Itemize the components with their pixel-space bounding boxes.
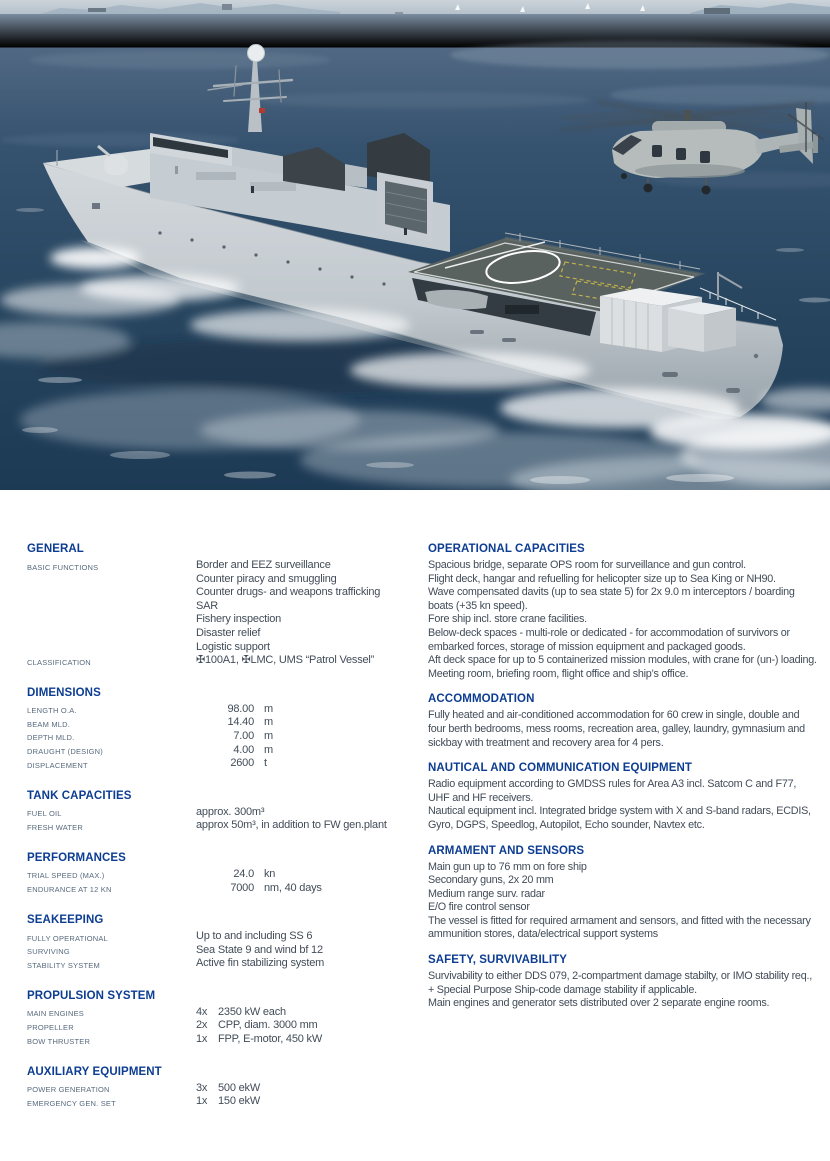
spec-row xyxy=(27,757,401,771)
anchor-recess xyxy=(92,203,100,209)
spec-label: POWER GENERATION xyxy=(27,1085,110,1095)
spec-label: FRESH WATER xyxy=(27,822,83,832)
spec-unit: m xyxy=(264,743,273,756)
spec-number: 7000 xyxy=(230,881,254,894)
spec-value xyxy=(196,1033,322,1047)
section-title-dimensions: DIMENSIONS xyxy=(27,686,101,699)
paragraph: Fore ship incl. store crane facilities. xyxy=(428,613,587,626)
spec-value xyxy=(196,744,273,758)
paragraph: Wave compensated davits (up to sea state 5) for 2x 9.0 m interceptors / boarding boats (+35 kn speed). xyxy=(428,586,795,612)
spec-label: MAIN ENGINES xyxy=(27,1009,84,1019)
spec-quantity: 4x xyxy=(196,1005,208,1018)
spec-unit: m xyxy=(264,702,273,715)
section-title-seakeeping: SEAKEEPING xyxy=(27,914,104,927)
paragraph: Secondary guns, 2x 20 mm xyxy=(428,874,554,887)
spec-sheet xyxy=(0,490,830,1128)
label-classification: CLASSIFICATION xyxy=(27,657,91,667)
spec-quantity: 1x xyxy=(196,1033,208,1046)
spec-label: EMERGENCY GEN. SET xyxy=(27,1098,116,1108)
spec-row xyxy=(27,957,401,971)
basic-function-item: Border and EEZ surveillance xyxy=(196,559,331,571)
paragraph: Radio equipment according to GMDSS rules for Area A3 incl. Satcom C and F77, UHF and HF receivers. xyxy=(428,778,797,804)
spec-label: FUEL OIL xyxy=(27,809,62,819)
spec-unit: kn xyxy=(264,867,276,880)
section-general xyxy=(27,543,401,668)
spec-row xyxy=(27,730,401,744)
crew-figure xyxy=(251,186,254,193)
section-accommodation xyxy=(428,693,817,750)
section-title-tank-capacities: TANK CAPACITIES xyxy=(27,789,132,802)
spec-value: Up to and including SS 6 xyxy=(196,930,313,943)
spec-text: 150 ekW xyxy=(218,1095,261,1108)
spec-value: approx 50m³, in addition to FW gen.plant xyxy=(196,819,387,832)
spec-value: Sea State 9 and wind bf 12 xyxy=(196,943,323,956)
tail-endplate xyxy=(813,134,818,153)
spec-label: ENDURANCE AT 12 KN xyxy=(27,885,112,894)
basic-function-item: Fishery inspection xyxy=(196,613,282,626)
section-title-general: GENERAL xyxy=(27,543,84,555)
fuselage-belly xyxy=(635,164,745,178)
spec-label: DRAUGHT (DESIGN) xyxy=(27,747,103,757)
section-title-nautical-communication: NAUTICAL AND COMMUNICATION EQUIPMENT xyxy=(428,762,693,775)
spec-row xyxy=(27,930,401,944)
section-safety-survivability xyxy=(428,954,817,1011)
spec-unit: m xyxy=(264,729,273,742)
spec-row xyxy=(27,1006,401,1020)
spec-label: PROPELLER xyxy=(27,1022,74,1032)
section-dimensions xyxy=(27,687,401,771)
paragraph: Flight deck, hangar and refuelling for helicopter size up to Sea King or NH90. xyxy=(428,572,776,585)
section-propulsion xyxy=(27,990,401,1047)
spec-label: LENGTH O.A. xyxy=(27,706,77,716)
spec-number: 14.40 xyxy=(227,716,254,729)
paragraph: Below-deck spaces - multi-role or dedicated - for accommodation of survivors or embarked forces, storage of mission equipment and packaged goods. xyxy=(428,626,790,653)
spec-value xyxy=(196,1006,286,1020)
spec-row xyxy=(27,1033,401,1047)
paragraph: E/O fire control sensor xyxy=(428,901,530,914)
spec-text: FPP, E-motor, 450 kW xyxy=(218,1033,323,1046)
spec-text: CPP, diam. 3000 mm xyxy=(218,1019,318,1032)
spec-unit: nm, 40 days xyxy=(264,881,322,894)
spec-value xyxy=(196,730,273,744)
basic-functions-list xyxy=(196,559,380,654)
spec-value: approx. 300m³ xyxy=(196,805,265,818)
spec-value xyxy=(196,1082,260,1096)
section-title-accommodation: ACCOMMODATION xyxy=(428,693,535,706)
spec-label: TRIAL SPEED (MAX.) xyxy=(27,871,105,881)
spec-row xyxy=(27,868,401,882)
spec-row xyxy=(27,1082,401,1096)
spec-row xyxy=(27,744,401,758)
spec-row xyxy=(27,806,401,820)
section-armament-sensors xyxy=(428,845,817,943)
spec-label: FULLY OPERATIONAL xyxy=(27,933,108,943)
spec-text: 500 ekW xyxy=(218,1081,261,1094)
section-operational-capacities xyxy=(428,543,817,681)
spec-row xyxy=(27,1095,401,1109)
hero-image-patrol-vessel xyxy=(0,0,830,490)
spec-row xyxy=(27,819,401,833)
section-seakeeping xyxy=(27,914,401,971)
spec-quantity: 2x xyxy=(196,1019,208,1032)
section-title-auxiliary: AUXILIARY EQUIPMENT xyxy=(27,1065,162,1078)
spec-label: BEAM MLD. xyxy=(27,719,71,729)
section-title-performances: PERFORMANCES xyxy=(27,851,126,864)
spec-number: 2600 xyxy=(230,757,254,770)
paragraph: Nautical equipment incl. Integrated bridge system with X and S-band radars, ECDIS, Gyro, DGPS, Speedlog, Autopilot, Echo sounder, Navtex etc. xyxy=(428,805,811,831)
paragraph: Fully heated and air-conditioned accommodation for 60 crew in single, double and four berth bedrooms, mess rooms, recreation area, galley, laundry, gymnasium and sickbay with treatment and recovery area for 4 pers. xyxy=(428,709,805,749)
section-title-safety-survivability: SAFETY, SURVIVABILITY xyxy=(428,954,568,967)
spec-row xyxy=(27,882,401,896)
basic-function-item: Logistic support xyxy=(196,640,270,653)
section-title-propulsion: PROPULSION SYSTEM xyxy=(27,989,156,1002)
spec-value xyxy=(196,1095,260,1109)
spec-row xyxy=(27,716,401,730)
section-title-armament-sensors: ARMAMENT AND SENSORS xyxy=(428,844,585,857)
spec-label: DISPLACEMENT xyxy=(27,760,88,770)
spec-value xyxy=(196,757,267,771)
section-performances xyxy=(27,852,401,895)
spec-value: Active fin stabilizing system xyxy=(196,957,325,970)
spec-value xyxy=(196,868,275,882)
spec-row xyxy=(27,1019,401,1033)
paragraph: Aft deck space for up to 5 containerized mission modules, with crane for (un-) loading. xyxy=(428,654,817,667)
classification-value: ✠100A1, ✠LMC, UMS “Patrol Vessel” xyxy=(196,654,375,667)
spec-value xyxy=(196,1019,318,1033)
spec-row xyxy=(27,703,401,717)
spec-label: STABILITY SYSTEM xyxy=(27,960,100,970)
spec-number: 4.00 xyxy=(233,743,254,756)
spec-label: BOW THRUSTER xyxy=(27,1036,91,1046)
section-auxiliary xyxy=(27,1066,401,1109)
paragraph: Spacious bridge, separate OPS room for surveillance and gun control. xyxy=(428,559,746,571)
basic-function-item: SAR xyxy=(196,599,219,612)
spec-number: 24.0 xyxy=(233,867,254,880)
spec-right-column xyxy=(428,543,817,1128)
section-tank-capacities xyxy=(27,790,401,833)
spec-text: 2350 kW each xyxy=(218,1005,286,1018)
spec-label: DEPTH MLD. xyxy=(27,733,75,743)
paragraph: Main gun up to 76 mm on fore ship xyxy=(428,860,587,873)
spec-left-column xyxy=(27,543,401,1128)
label-basic-functions: BASIC FUNCTIONS xyxy=(27,562,99,572)
basic-function-item: Disaster relief xyxy=(196,626,261,639)
spec-number: 7.00 xyxy=(233,729,254,742)
mast-flag xyxy=(259,108,265,113)
spec-value xyxy=(196,703,273,717)
paragraph: Survivability to either DDS 079, 2-compartment damage stabilty, or IMO stability req., + Special Purpose Ship-code damage stability if applicable. xyxy=(428,970,812,996)
basic-function-item: Counter piracy and smuggling xyxy=(196,572,337,585)
basic-function-item: Counter drugs- and weapons trafficking xyxy=(196,586,381,599)
paragraph: Main engines and generator sets distributed over 2 separate engine rooms. xyxy=(428,997,770,1010)
section-nautical-communication xyxy=(428,762,817,832)
spec-value xyxy=(196,716,273,730)
spec-unit: t xyxy=(264,757,267,770)
spec-unit: m xyxy=(264,716,273,729)
crew-figure xyxy=(404,228,407,235)
spec-quantity: 1x xyxy=(196,1095,208,1108)
paragraph: Meeting room, briefing room, flight office and ship’s office. xyxy=(428,667,689,680)
paragraph: Medium range surv. radar xyxy=(428,887,545,900)
spec-number: 98.00 xyxy=(227,702,254,715)
spec-label: SURVIVING xyxy=(27,947,70,957)
spec-row xyxy=(27,944,401,958)
radome xyxy=(248,45,265,62)
spec-quantity: 3x xyxy=(196,1081,208,1094)
paragraph: The vessel is fitted for required armament and sensors, and fitted with the necessary ammunition stores, data/electrical support systems xyxy=(428,914,811,941)
section-title-operational-capacities: OPERATIONAL CAPACITIES xyxy=(428,543,585,555)
spec-value xyxy=(196,882,322,896)
